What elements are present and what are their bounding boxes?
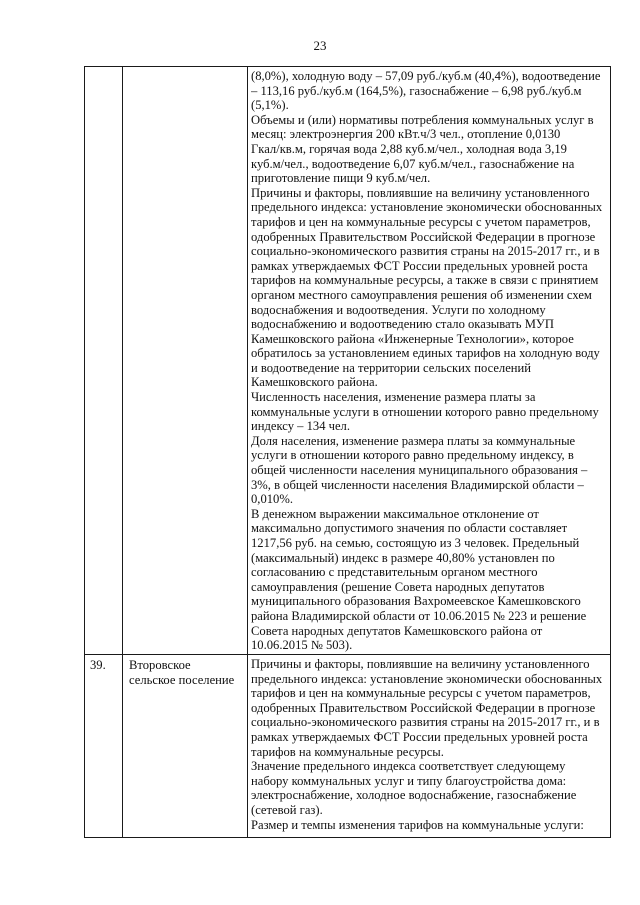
text-line: согласованию с представительным органом местного [251, 565, 538, 580]
text-line: Гкал/кв.м, горячая вода 2,88 куб.м/чел., холодная вода 3,19 [251, 141, 567, 156]
text-line: Численность населения, изменение размера платы за [251, 390, 536, 405]
municipal-index-table [84, 66, 611, 838]
text-line: Второвское [129, 658, 191, 672]
page-number: 23 [313, 38, 327, 53]
text-line: тарифов и цен на коммунальные ресурсы с учетом параметров, [251, 686, 591, 701]
settlement-name [123, 655, 247, 687]
text-line: набору коммунальных услуг и типу благоустройства дома: [251, 773, 567, 788]
text-line: предельного индекса: установление экономически обоснованных [251, 671, 603, 686]
row-number-cell [85, 67, 123, 655]
text-line: 0,010%. [251, 492, 293, 507]
text-line: коммунальные услуги в отношении которого равно предельному [251, 404, 599, 419]
text-line: обратилось за установлением единых тарифов на холодную воду [251, 346, 600, 361]
table-row [85, 655, 611, 838]
text-line: органом местного самоуправления решения об изменении схем [251, 287, 592, 302]
text-line: – 113,16 руб./куб.м (164,5%), газоснабжение – 6,98 руб./куб.м [251, 83, 582, 98]
table-body [85, 67, 611, 838]
text-line: тарифов на коммунальные ресурсы. [251, 744, 444, 759]
text-line: водоснабжению и водоотведению стало оказывать МУП [251, 317, 554, 332]
settlement-name [123, 67, 247, 70]
text-line: района Владимирской области от 10.06.2015 № 223 и решение [251, 608, 587, 623]
text-line: муниципального образования Вахромеевское Камешковского [251, 594, 581, 609]
text-line: 1217,56 руб. на семью, состоящую из 3 человек. Предельный [251, 536, 580, 550]
text-line: Размер и темпы изменения тарифов на коммунальные услуги: [251, 817, 584, 832]
text-line: социально-экономического развития страны на 2015-2017 гг., и в [251, 715, 600, 730]
text-line: приготовление пищи 9 куб.м/чел. [251, 171, 431, 186]
text-line: 3%, в общей численности населения Владимирской области – [251, 477, 584, 492]
text-line: Доля населения, изменение размера платы за коммунальные [251, 433, 576, 448]
text-line: В денежном выражении максимальное отклонение от [251, 506, 539, 521]
text-line: услуги в отношении которого равно предельному индексу, в [251, 448, 574, 463]
text-line: тарифов и цен на коммунальные ресурсы с учетом параметров, [251, 214, 591, 229]
text-line: куб.м/чел., водоотведение 6,07 куб.м/чел., газоснабжение на [251, 156, 575, 171]
text-line: (сетевой газ). [251, 802, 323, 817]
text-line: одобренных Правительством Российской Федерации в прогнозе [251, 229, 596, 244]
settlement-name-cell [123, 655, 248, 838]
text-line: рамках утверждаемых ФСТ России предельных уровней роста [251, 729, 588, 744]
text-line: максимально допустимого значения по области составляет [251, 521, 568, 536]
text-line: социально-экономического развития страны на 2015-2017 гг., и в [251, 244, 600, 259]
text-line: месяц: электроэнергия 200 кВт.ч/3 чел., отопление 0,0130 [251, 127, 561, 142]
text-line: (5,1%). [251, 98, 289, 113]
text-line: 10.06.2015 № 503). [251, 638, 353, 653]
text-line: общей численности населения муниципального образования – [251, 463, 588, 478]
text-line: самоуправления (решение Совета народных депутатов [251, 579, 545, 594]
text-line: одобренных Правительством Российской Федерации в прогнозе [251, 700, 596, 715]
text-line: Совета народных депутатов Камешковского района от [251, 623, 543, 638]
text-line: электроснабжение, холодное водоснабжение, газоснабжение [251, 788, 577, 803]
text-line: рамках утверждаемых ФСТ России предельных уровней роста [251, 258, 588, 273]
text-line: Причины и факторы, повлиявшие на величину установленного [251, 657, 590, 671]
settlement-name-cell [123, 67, 248, 655]
description-cell [248, 67, 611, 655]
table-row [85, 67, 611, 655]
text-line: индексу – 134 чел. [251, 419, 350, 434]
text-line: Причины и факторы, повлиявшие на величину установленного [251, 185, 590, 200]
text-line: Камешковского района. [251, 375, 378, 390]
text-line: Значение предельного индекса соответствует следующему [251, 759, 566, 774]
row-number: 39. [90, 658, 106, 672]
text-line: и водоотведение на территории сельских поселений [251, 360, 532, 375]
row-number-cell [85, 655, 123, 838]
text-line: Объемы и (или) нормативы потребления коммунальных услуг в [251, 112, 594, 127]
text-line: сельское поселение [129, 672, 235, 687]
text-line: предельного индекса: установление экономически обоснованных [251, 200, 603, 215]
description-cell [248, 655, 611, 838]
text-line: (максимальный) индекс в размере 40,80% установлен по [251, 550, 555, 565]
text-line: водоснабжения и водоотведения. Услуги по холодному [251, 302, 546, 317]
text-line: тарифов на коммунальные ресурсы, а также в связи с принятием [251, 273, 599, 288]
text-line: (8,0%), холодную воду – 57,09 руб./куб.м (40,4%), водоотведение [251, 69, 601, 83]
row-number [85, 67, 122, 70]
text-line: Камешковского района «Инженерные Технологии», которое [251, 331, 574, 346]
